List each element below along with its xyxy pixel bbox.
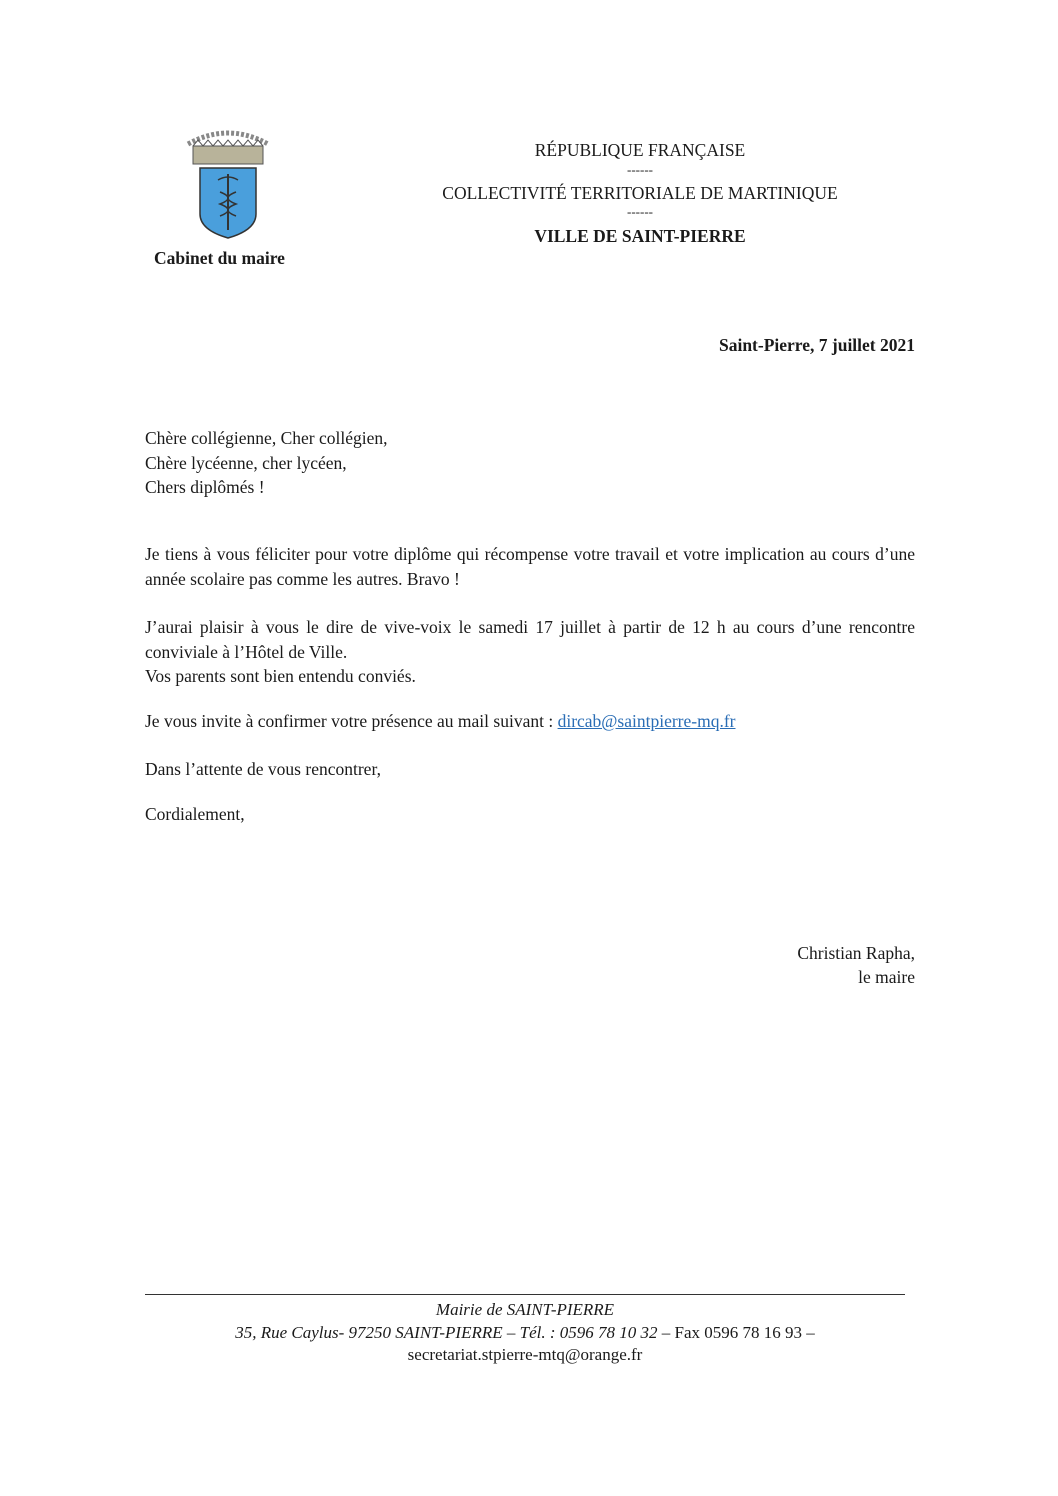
letter-date: Saint-Pierre, 7 juillet 2021 — [718, 335, 915, 355]
paragraph-closing: Dans l’attente de vous rencontrer, — [145, 759, 381, 779]
footer-fax: – Fax 0596 78 16 93 – — [657, 1322, 815, 1342]
header-republique: RÉPUBLIQUE FRANÇAISE — [534, 140, 746, 160]
paragraph-confirm — [145, 709, 915, 734]
greeting-line: Chère collégienne, Cher collégien, — [145, 428, 388, 448]
paragraph-invitation: J’aurai plaisir à vous le dire de vive-voix le samedi 17 juillet à partir de 12 h au cours d’une rencontre conviviale à l’Hôtel de Ville. — [145, 617, 915, 662]
confirm-text: Je vous invite à confirmer votre présence au mail suivant : — [145, 711, 558, 731]
footer-divider — [145, 1294, 905, 1295]
footer — [145, 1299, 905, 1367]
office-label: Cabinet du maire — [154, 248, 285, 268]
paragraph-regards: Cordialement, — [145, 804, 245, 824]
header-separator: ------ — [627, 204, 653, 219]
greeting-line: Chère lycéenne, cher lycéen, — [145, 452, 347, 473]
city-coat-of-arms-logo — [178, 122, 278, 240]
paragraph-congratulations: Je tiens à vous féliciter pour votre diplôme qui récompense votre travail et votre implication au cours d’une année scolaire pas comme les autres. Bravo ! — [145, 544, 915, 589]
header-collectivite: COLLECTIVITÉ TERRITORIALE DE MARTINIQUE — [442, 183, 838, 203]
footer-email: secretariat.stpierre-mtq@orange.fr — [407, 1345, 643, 1364]
signature-title: le maire — [858, 967, 915, 987]
header-ville: VILLE DE SAINT-PIERRE — [534, 226, 746, 246]
footer-address-phone: 35, Rue Caylus- 97250 SAINT-PIERRE – Tél. : 0596 78 10 32 — [235, 1322, 658, 1342]
greeting-line: Chers diplômés ! — [145, 477, 265, 497]
email-link[interactable]: dircab@saintpierre-mq.fr — [557, 711, 736, 731]
paragraph-parents: Vos parents sont bien entendu conviés. — [145, 666, 416, 686]
header-separator: ------ — [627, 162, 653, 177]
footer-mairie: Mairie de SAINT-PIERRE — [435, 1300, 615, 1319]
footer-address — [145, 1322, 905, 1345]
greeting — [145, 426, 915, 500]
signature-name: Christian Rapha, — [797, 943, 915, 963]
